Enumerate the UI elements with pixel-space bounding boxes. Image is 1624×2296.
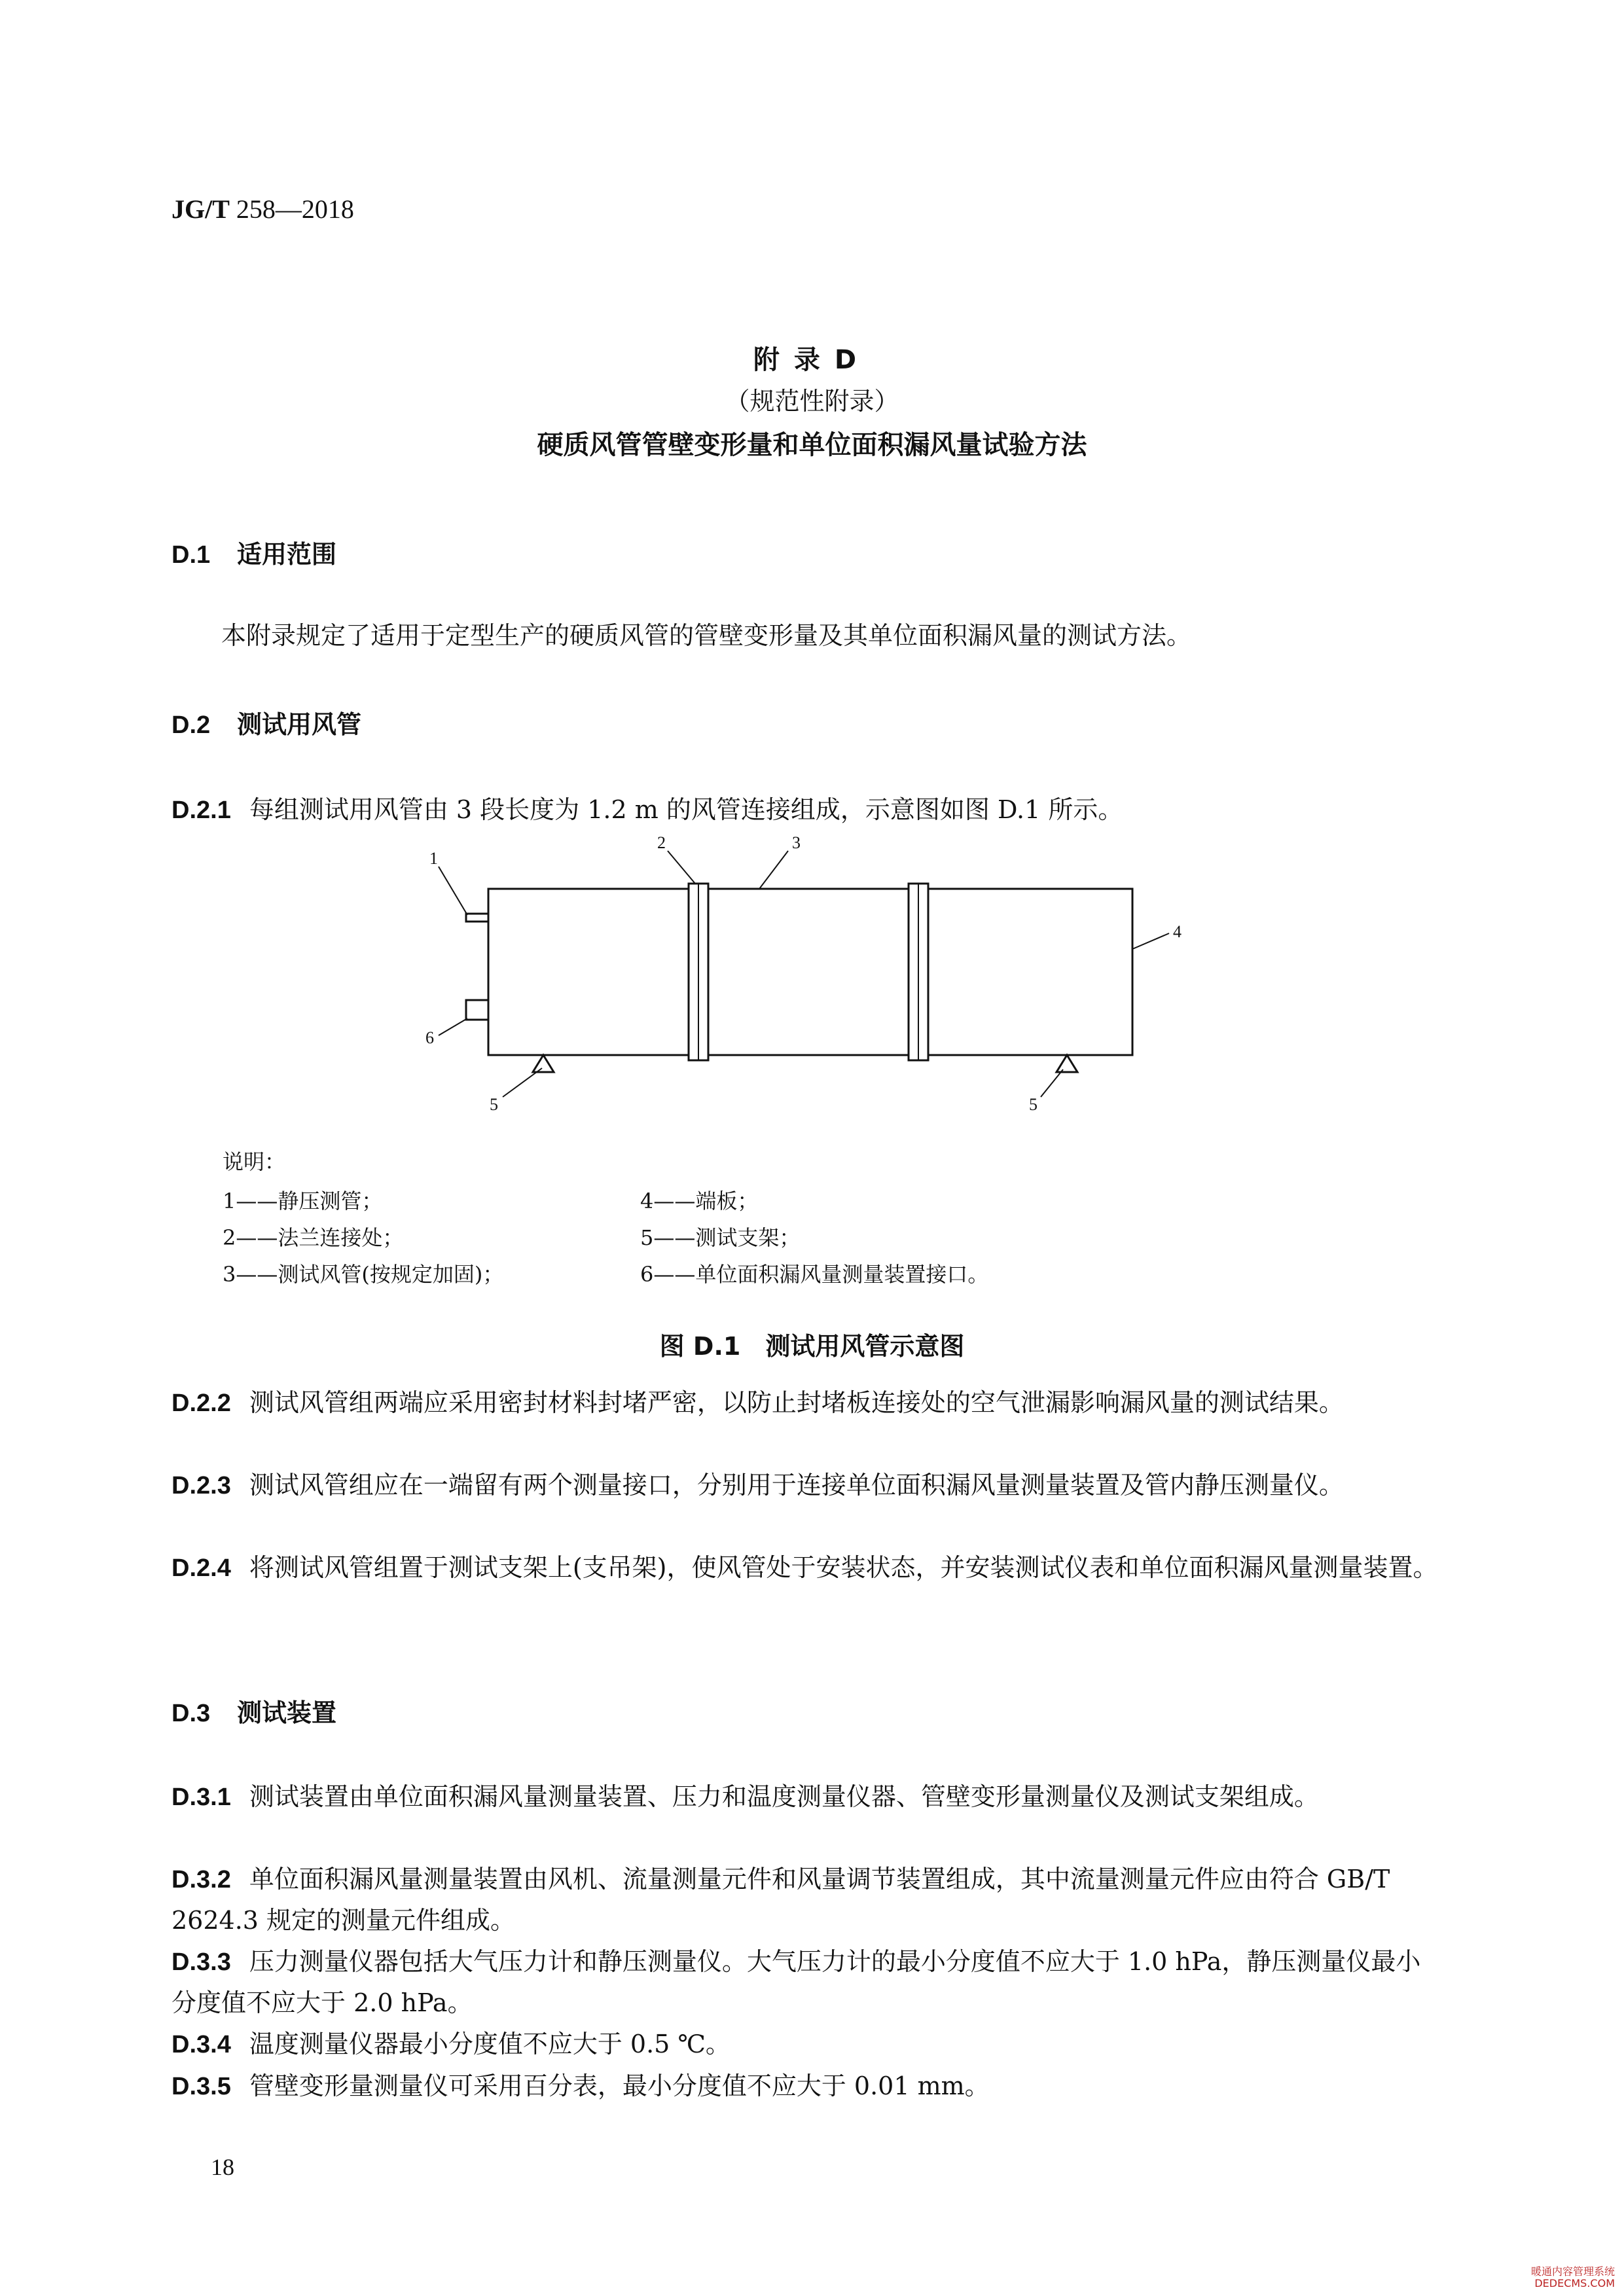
callout-3: 3 (792, 833, 801, 852)
clause-number: D.3.5 (171, 2073, 231, 2100)
clause-text: 单位面积漏风量测量装置由风机、流量测量元件和风量调节装置组成，其中流量测量元件应由符合 GB/T 2624.3 规定的测量元件组成。 (171, 1865, 1390, 1935)
standard-code (171, 194, 354, 224)
clause-text: 管壁变形量测量仪可采用百分表，最小分度值不应大于 0.01 mm。 (249, 2072, 990, 2100)
section-title: 测试用风管 (237, 710, 362, 739)
legend-item: 1——静压测管； (223, 1189, 383, 1213)
section-d3-heading (171, 1693, 336, 1729)
clause-d2-4 (171, 1547, 1438, 1588)
clause-d2-3 (171, 1465, 1438, 1506)
section-number: D.1 (171, 541, 211, 569)
clause-d3-4 (171, 2024, 1438, 2065)
page-number: 18 (211, 2154, 234, 2180)
clause-number: D.3.1 (171, 1784, 231, 1811)
clause-number: D.3.2 (171, 1866, 231, 1893)
callout-1: 1 (429, 849, 438, 868)
clause-text: 测试装置由单位面积漏风量测量装置、压力和温度测量仪器、管壁变形量测量仪及测试支架组成。 (249, 1782, 1319, 1811)
clause-text: 温度测量仪器最小分度值不应大于 0.5 ℃。 (249, 2030, 731, 2058)
legend-item: 2——法兰连接处； (223, 1225, 404, 1250)
standard-code-prefix: JG/T (171, 194, 230, 224)
measurement-interface (466, 1000, 488, 1020)
callout-2: 2 (657, 833, 666, 852)
legend-item: 6——单位面积漏风量测量装置接口。 (640, 1262, 989, 1287)
standard-code-number: 258—2018 (229, 194, 354, 224)
clause-number: D.2.1 (171, 797, 231, 824)
section-d2-heading (171, 704, 361, 740)
section-d1-text: 本附录规定了适用于定型生产的硬质风管的管壁变形量及其单位面积漏风量的测试方法。 (221, 621, 1192, 650)
watermark-line: DEDECMS.COM (1534, 2277, 1615, 2289)
clause-text: 测试风管组两端应采用密封材料封堵严密，以防止封堵板连接处的空气泄漏影响漏风量的测试结果。 (249, 1388, 1344, 1417)
legend-item: 4——端板； (640, 1189, 759, 1213)
clause-d3-2 (171, 1859, 1438, 1941)
clause-d2-2 (171, 1382, 1438, 1424)
appendix-name: 硬质风管管壁变形量和单位面积漏风量试验方法 (537, 430, 1087, 460)
test-duct-body (488, 889, 1132, 1055)
callout-4: 4 (1173, 922, 1182, 941)
watermark (1531, 2266, 1615, 2289)
clause-text: 将测试风管组置于测试支架上(支吊架)，使风管处于安装状态，并安装测试仪表和单位面积漏风量测量装置。 (249, 1553, 1438, 1582)
callout-5-left: 5 (490, 1095, 498, 1113)
section-number: D.3 (171, 1700, 211, 1727)
clause-d3-5 (171, 2066, 1438, 2107)
appendix-title: 附录D (753, 345, 871, 375)
figure-d1-diagram (393, 825, 1218, 1113)
watermark-line: 暖通内容管理系统 (1530, 2265, 1615, 2278)
legend-heading: 说明： (223, 1149, 286, 1174)
section-title: 测试装置 (237, 1698, 337, 1727)
clause-text: 压力测量仪器包括大气压力计和静压测量仪。大气压力计的最小分度值不应大于 1.0 hPa，静压测量仪最小分度值不应大于 2.0 hPa。 (171, 1947, 1421, 2017)
support-right (1056, 1055, 1077, 1072)
clause-number: D.2.3 (171, 1472, 231, 1499)
clause-number: D.3.4 (171, 2031, 231, 2058)
appendix-nature: （规范性附录） (725, 387, 899, 416)
section-d1-heading (171, 534, 336, 570)
section-title: 适用范围 (237, 540, 337, 569)
clause-text: 每组测试用风管由 3 段长度为 1.2 m 的风管连接组成，示意图如图 D.1 所示。 (249, 795, 1123, 824)
clause-number: D.3.3 (171, 1948, 231, 1976)
legend-item: 3——测试风管(按规定加固)； (223, 1262, 504, 1287)
callout-5-right: 5 (1029, 1095, 1038, 1113)
clause-text: 测试风管组应在一端留有两个测量接口，分别用于连接单位面积漏风量测量装置及管内静压测量仪。 (249, 1471, 1344, 1499)
support-left (533, 1055, 554, 1072)
callout-6: 6 (425, 1028, 434, 1047)
clause-number: D.2.2 (171, 1390, 231, 1417)
figure-caption: 图 D.1 测试用风管示意图 (659, 1332, 965, 1361)
clause-d3-3 (171, 1941, 1438, 2023)
clause-d3-1 (171, 1776, 1438, 1818)
clause-number: D.2.4 (171, 1554, 231, 1582)
static-pressure-tube (466, 914, 488, 922)
section-number: D.2 (171, 711, 211, 739)
legend-item: 5——测试支架； (640, 1225, 801, 1250)
